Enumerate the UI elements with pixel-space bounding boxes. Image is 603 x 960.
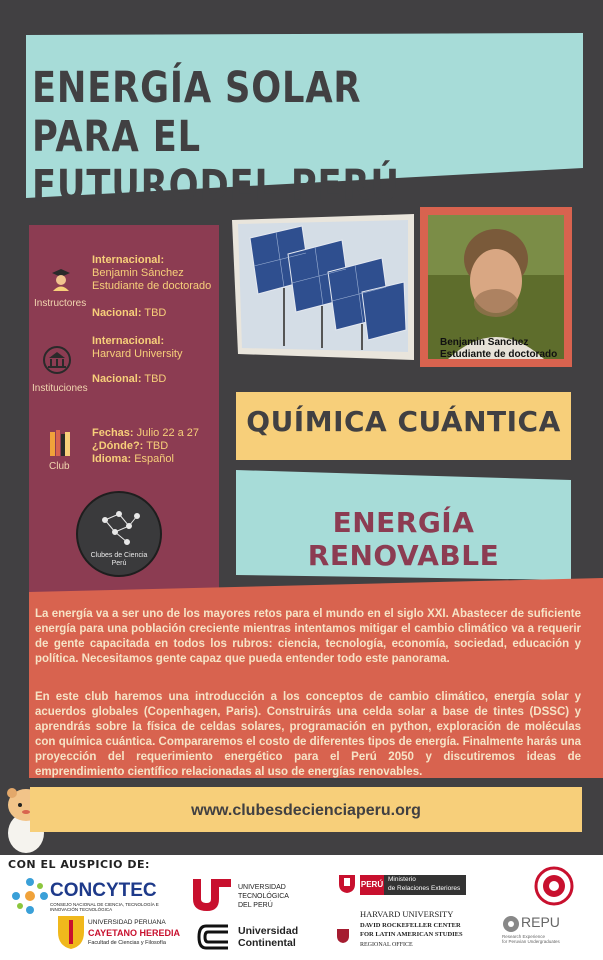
cayetano-line-2: CAYETANO HEREDIA [88, 928, 181, 938]
ministerio-line-1: Ministerio [388, 876, 416, 883]
instructor-nacional-value: TBD [144, 307, 167, 319]
title-line-1: ENERGÍA SOLAR PARA EL [32, 63, 362, 162]
graduate-icon [50, 267, 72, 291]
instructor-intl-name: Benjamin Sánchez [92, 267, 184, 279]
utp-line-1: UNIVERSIDAD [238, 884, 286, 891]
institution-nacional-value: TBD [144, 373, 167, 385]
repu-line-3: for Peruvian Undergraduates [502, 939, 560, 944]
title-line-2: FUTURODEL PERÚ [32, 161, 400, 211]
instructores-label: Instructores [34, 298, 87, 309]
continental-logo-icon [196, 922, 232, 952]
harvard-line-4: REGIONAL OFFICE [360, 942, 413, 948]
ministerio-line-2: de Relaciones Exteriores [388, 885, 461, 892]
concytec-name: CONCYTEC [50, 880, 157, 901]
cayetano-shield-icon [56, 914, 86, 950]
utp-line-3: DEL PERÚ [238, 902, 273, 909]
clubes-logo-text-1: Clubes de Ciencia [90, 552, 148, 559]
idioma-value: Español [134, 453, 174, 465]
peru-shield-icon [338, 874, 356, 894]
fechas-label: Fechas: [92, 427, 134, 439]
repu-line-1: REPU [521, 914, 560, 930]
instituciones-label: Instituciones [32, 383, 88, 394]
harvard-line-3: FOR LATIN AMERICAN STUDIES [360, 931, 463, 938]
harvard-line-1: HARVARD UNIVERSITY [360, 909, 454, 919]
cayetano-line-1: UNIVERSIDAD PERUANA [88, 919, 166, 926]
donde-value: TBD [146, 440, 169, 452]
club-label: Club [49, 461, 70, 472]
instructor-nacional-label: Nacional: [92, 307, 142, 319]
utp-logo-icon [189, 875, 233, 915]
page-title [32, 64, 458, 211]
caption-role: Estudiante de doctorado [440, 349, 558, 360]
institution-icon [43, 346, 71, 380]
books-icon [49, 429, 71, 457]
continental-line-1: Universidad [238, 925, 299, 937]
instructor-intl-label: Internacional: [92, 254, 165, 266]
description-paragraph-1: La energía va a ser uno de los mayores retos para el mundo en el siglo XXI. Abastecer de suficiente energía para una población creciente mientras intentamos mitigar el cambio climático va a requerir de gente capacitada en todos los rubros: ciencia, tecnología, economía, sociedad, educación y política. Necesitamos gente capaz que pueda entender todo este panorama. [35, 608, 581, 665]
cayetano-line-3: Facultad de Ciencias y Filosofía [88, 940, 166, 946]
clubes-logo-text-2: Perú [111, 560, 127, 567]
institution-nacional-label: Nacional: [92, 373, 142, 385]
continental-line-2: Continental [238, 937, 296, 949]
utp-line-2: TECNOLÓGICA [238, 893, 289, 900]
concytec-sub: CONSEJO NACIONAL DE CIENCIA, TECNOLOGÍA E INNOVACIÓN TECNOLÓGICA [50, 902, 159, 912]
solar-panels-photo [232, 214, 414, 360]
info-panel [29, 225, 219, 592]
harvard-shield-icon [336, 928, 350, 944]
fechas-value: Julio 22 a 27 [136, 427, 200, 439]
harvard-line-2: DAVID ROCKEFELLER CENTER [360, 922, 461, 929]
institution-intl-value: Harvard University [92, 348, 183, 360]
concytec-logo-icon [10, 876, 50, 916]
repu-line-2: Research Experience [502, 934, 546, 939]
peru-tag: PERÚ [360, 875, 384, 895]
topic-energia-renovable: ENERGÍA RENOVABLE [307, 506, 500, 572]
university-seal-icon [534, 866, 574, 906]
caption-name: Benjamin Sanchez [440, 337, 529, 348]
institution-intl-label: Internacional: [92, 335, 165, 347]
portrait-caption [440, 337, 557, 361]
donde-label: ¿Dónde?: [92, 440, 144, 452]
description-paragraph-2: En este club haremos una introducción a los conceptos de cambio climático, energía solar y acuerdos globales (Copenhagen, Paris). Construirás una celda solar a base de tintes (DSSC) y aprendrás sobre la física de celdas solares, programación en python, exploración de moléculas con química cuántica. Compararemos el costo de diferentes tipos de energía. Finalmente harás una proyección del requerimiento energético para el Perú 2050 y discutiremos ideas de emprendimiento científico relacionadas al uso de energías renovables. [35, 691, 581, 778]
instructor-intl-role: Estudiante de doctorado [92, 280, 212, 292]
topic-quimica-cuantica: QUÍMICA CUÁNTICA [246, 405, 561, 438]
idioma-label: Idioma: [92, 453, 132, 465]
repu-logo-icon [502, 915, 520, 933]
sponsor-title: CON EL AUSPICIO DE: [8, 858, 150, 871]
website-link[interactable]: www.clubesdecienciaperu.org [191, 802, 421, 819]
